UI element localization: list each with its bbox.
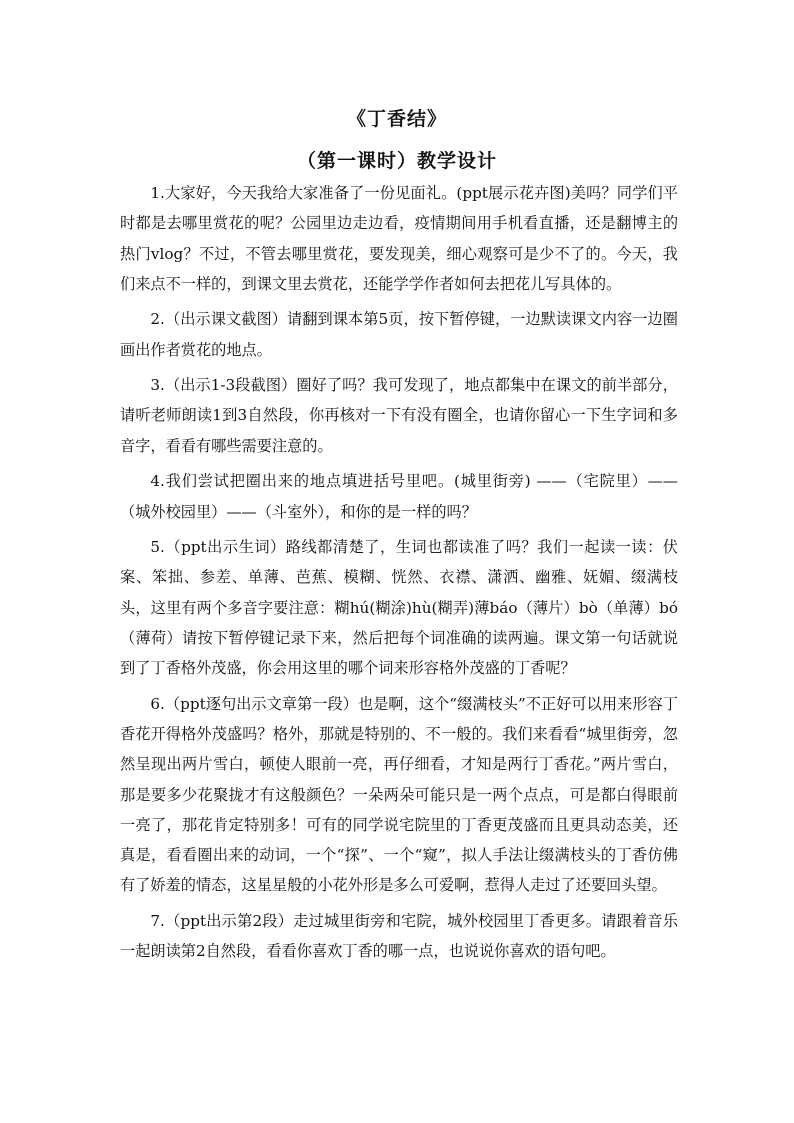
- paragraph-6: 6.（ppt逐句出示文章第一段）也是啊，这个“缀满枝头”不正好可以用来形容丁香花开得格外茂盛吗？格外，那就是特别的、不一般的。我们来看看“城里街旁，忽然呈现出两片雪白，顿使人眼前一亮，再仔细看，才知是两行丁香花。”两片雪白，那是要多少花聚拢才有这般颜色？一朵两朵可能只是一两个点点，可是都白得眼前一亮了，那花肯定特别多！可有的同学说宅院里的丁香更茂盛而且更具动态美，还真是，看看圈出来的动词，一个“探”、一个“窥”，拟人手法让缀满枝头的丁香仿佛有了娇羞的情态，这星星般的小花外形是多么可爱啊，惹得人走过了还要回头望。: [120, 694, 678, 895]
- paragraph-5: 5.（ppt出示生词）路线都清楚了，生词也都读准了吗？我们一起读一读：伏案、笨拙、参差、单薄、芭蕉、模糊、恍然、衣襟、潇洒、幽雅、妩媚、缀满枝头，这里有两个多音字要注意：糊hú(糊涂)hù(糊弄)薄báo（薄片）bò（单薄）bó（薄荷）请按下暂停键记录下来，然后把每个词准确的读两遍。课文第一句话就说到了丁香格外茂盛，你会用这里的哪个词来形容格外茂盛的丁香呢？: [120, 538, 678, 678]
- document-body: [120, 178, 678, 972]
- paragraph-7: 7.（ppt出示第2段）走过城里街旁和宅院，城外校园里丁香更多。请跟着音乐一起朗读第2自然段，看看你喜欢丁香的哪一点，也说说你喜欢的语句吧。: [120, 911, 678, 961]
- paragraph-1: 1.大家好，今天我给大家准备了一份见面礼。(ppt展示花卉图)美吗？同学们平时都是去哪里赏花的呢？公园里边走边看，疫情期间用手机看直播，还是翻博主的热门vlog？不过，不管去哪里赏花，要发现美，细心观察可是少不了的。今天，我们来点不一样的，到课文里去赏花，还能学学作者如何去把花儿写具体的。: [120, 184, 678, 293]
- paragraph-2: 2.（出示课文截图）请翻到课本第5页，按下暂停键，一边默读课文内容一边圈画出作者赏花的地点。: [120, 310, 678, 359]
- paragraph-3: 3.（出示1-3段截图）圈好了吗？我可发现了，地点都集中在课文的前半部分，请听老师朗读1到3自然段，你再核对一下有没有圈全，也请你留心一下生字词和多音字，看看有哪些需要注意的。: [120, 376, 678, 455]
- paragraph-4: 4.我们尝试把圈出来的地点填进括号里吧。(城里街旁) ——（宅院里）——（城外校园里）——（斗室外），和你的是一样的吗？: [120, 472, 678, 521]
- document-subtitle: （第一课时）教学设计: [296, 150, 497, 172]
- document-title: 《丁香结》: [346, 108, 447, 130]
